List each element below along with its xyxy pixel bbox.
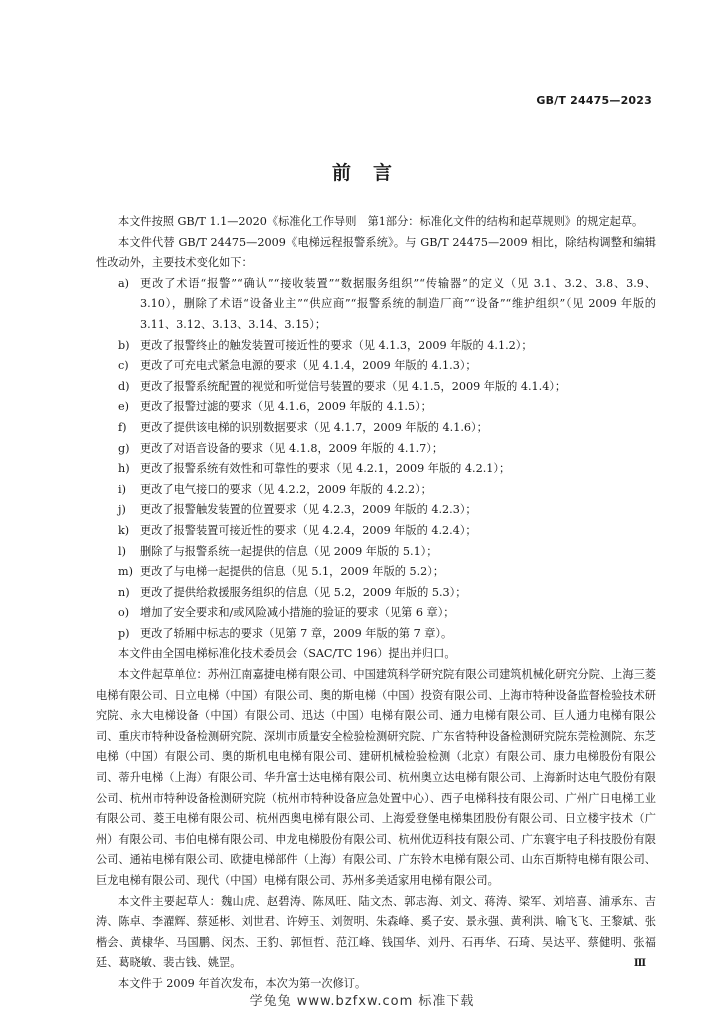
- list-item-text: 更改了报警终止的触发装置可接近性的要求（见 4.1.3，2009 年版的 4.1.2）；: [140, 338, 533, 352]
- list-item-label: n): [118, 585, 130, 599]
- list-item: [118, 418, 656, 439]
- drafters-paragraph: 本文件主要起草人：魏山虎、赵碧涛、陈凤旺、陆文杰、郭志海、刘文、蒋涛、梁军、刘培喜、浦承东、吉涛、陈卓、李濯辉、蔡延彬、刘世君、许婷玉、刘贺明、朱森峰、奚子安、景永强、黄利洪、喻飞飞、王黎斌、张楷会、黄棣华、马国鹏、闵杰、王豹、郭恒哲、范江峰、钱国华、刘丹、石再华、石琦、吴达平、蔡健明、张福廷、葛晓敏、裴古钱、姚罡。: [96, 894, 656, 970]
- drafting-units-paragraph: 本文件起草单位：苏州江南嘉捷电梯有限公司、中国建筑科学研究院有限公司建筑机械化研究分院、上海三菱电梯有限公司、日立电梯（中国）有限公司、奥的斯电梯（中国）投资有限公司、上海市特种设备监督检验技术研究院、永大电梯设备（中国）有限公司、迅达（中国）电梯有限公司、通力电梯有限公司、巨人通力电梯有限公司、重庆市特种设备检测研究院、深圳市质量安全检验检测研究院、广东省特种设备检测研究院东莞检测院、东芝电梯（中国）有限公司、奥的斯机电电梯有限公司、建研机械检验检测（北京）有限公司、康力电梯股份有限公司、蒂升电梯（上海）有限公司、华升富士达电梯有限公司、杭州奥立达电梯有限公司、上海新时达电气股份有限公司、杭州市特种设备检测研究院（杭州市特种设备应急处置中心）、西子电梯科技有限公司、广州广日电梯工业有限公司、菱王电梯有限公司、杭州西奥电梯有限公司、上海爱登堡电梯集团股份有限公司、日立楼宇技术（广州）有限公司、韦伯电梯有限公司、申龙电梯股份有限公司、杭州优迈科技有限公司、广东寰宇电子科技股份有限公司、通祐电梯有限公司、欧捷电梯部件（上海）有限公司、广东铃木电梯有限公司、山东百斯特电梯有限公司、巨龙电梯有限公司、现代（中国）电梯有限公司、苏州多美适家用电梯有限公司。: [96, 668, 656, 887]
- drafting-rules-paragraph: 本文件按照 GB/T 1.1—2020《标准化工作导则 第1部分：标准化文件的结构和起草规则》的规定起草。: [118, 215, 644, 228]
- list-item-label: d): [118, 379, 130, 393]
- list-item-text: 更改了报警触发装置的位置要求（见 4.2.3，2009 年版的 4.2.3）；: [140, 503, 477, 517]
- list-item-label: m): [118, 565, 133, 579]
- list-item: [118, 624, 656, 645]
- list-item-text: 增加了安全要求和/或风险减小措施的验证的要求（见第 6 章）；: [140, 606, 455, 620]
- list-item-text: 更改了对语音设备的要求（见 4.1.8，2009 年版的 4.1.7）；: [140, 441, 444, 455]
- replacement-paragraph: 本文件代替 GB/T 24475—2009《电梯远程报警系统》。与 GB/T 24475—2009 相比，除结构调整和编辑性改动外，主要技术变化如下：: [96, 235, 656, 270]
- list-item-label: k): [118, 523, 130, 537]
- watermark-footer: 学兔兔 www.bzfxw.com 标准下载: [249, 994, 475, 1009]
- page-title: 前言: [331, 162, 414, 184]
- list-item-text: 更改了报警系统配置的视觉和听觉信号装置的要求（见 4.1.5，2009 年版的 4.1.4）；: [140, 379, 567, 393]
- list-item-text: 更改了提供给救援服务组织的信息（见 5.2，2009 年版的 5.3）；: [140, 585, 467, 599]
- list-item: [118, 562, 656, 583]
- list-item-label: a): [118, 276, 130, 290]
- list-item: [118, 521, 656, 542]
- list-item-label: p): [118, 626, 130, 640]
- list-item: [118, 542, 656, 563]
- list-item-text: 更改了电气接口的要求（见 4.2.2，2009 年版的 4.2.2）；: [140, 482, 432, 496]
- list-item-text: 删除了与报警系统一起提供的信息（见 2009 年版的 5.1）；: [140, 544, 438, 558]
- list-item-label: c): [118, 359, 129, 373]
- list-item: [118, 274, 656, 336]
- list-item: [118, 397, 656, 418]
- list-item-text: 更改了与电梯一起提供的信息（见 5.1，2009 年版的 5.2）；: [140, 565, 445, 579]
- list-item: [118, 603, 656, 624]
- list-item-text: 更改了可充电式紧急电源的要求（见 4.1.4，2009 年版的 4.1.3）；: [140, 359, 477, 373]
- list-item: [118, 356, 656, 377]
- list-item-text: 更改了术语“报警”“确认”“接收装置”“数据服务组织”“传输器”的定义（见 3.1、3.2、3.8、3.9、3.10），删除了术语“设备业主”“供应商”“报警系统的制造厂商”“设备”“维护组织”（见 2009 年版的 3.11、3.12、3.13、3.14、3.15）；: [140, 276, 656, 331]
- list-item-text: 更改了轿厢中标志的要求（见第 7 章，2009 年版的第 7 章）。: [140, 626, 453, 640]
- document-code: GB/T 24475—2023: [536, 94, 652, 107]
- list-item-label: b): [118, 338, 130, 352]
- list-item-text: 更改了报警系统有效性和可靠性的要求（见 4.2.1，2009 年版的 4.2.1）；: [140, 462, 511, 476]
- list-item: [118, 583, 656, 604]
- document-body: [96, 212, 656, 995]
- list-item: [118, 459, 656, 480]
- list-item-label: h): [118, 462, 130, 476]
- changes-list: [96, 274, 656, 645]
- list-item-label: i): [118, 482, 126, 496]
- list-item-label: e): [118, 400, 129, 414]
- page-number: Ⅲ: [633, 958, 646, 969]
- publication-history-paragraph: 本文件于 2009 年首次发布，本次为第一次修订。: [118, 976, 367, 990]
- list-item-label: o): [118, 606, 130, 620]
- list-item-text: 更改了提供该电梯的识别数据要求（见 4.1.7，2009 年版的 4.1.6）；: [140, 420, 488, 434]
- list-item: [118, 480, 656, 501]
- proposer-paragraph: 本文件由全国电梯标准化技术委员会（SAC/TC 196）提出并归口。: [118, 647, 456, 661]
- list-item: [118, 439, 656, 460]
- list-item-text: 更改了报警过滤的要求（见 4.1.6，2009 年版的 4.1.5）；: [140, 400, 432, 414]
- list-item-label: f): [118, 420, 127, 434]
- list-item: [118, 377, 656, 398]
- list-item-label: l): [118, 544, 126, 558]
- list-item: [118, 500, 656, 521]
- list-item-text: 更改了报警装置可接近性的要求（见 4.2.4，2009 年版的 4.2.4）；: [140, 523, 477, 537]
- list-item-label: j): [118, 503, 126, 517]
- list-item: [118, 336, 656, 357]
- list-item-label: g): [118, 441, 130, 455]
